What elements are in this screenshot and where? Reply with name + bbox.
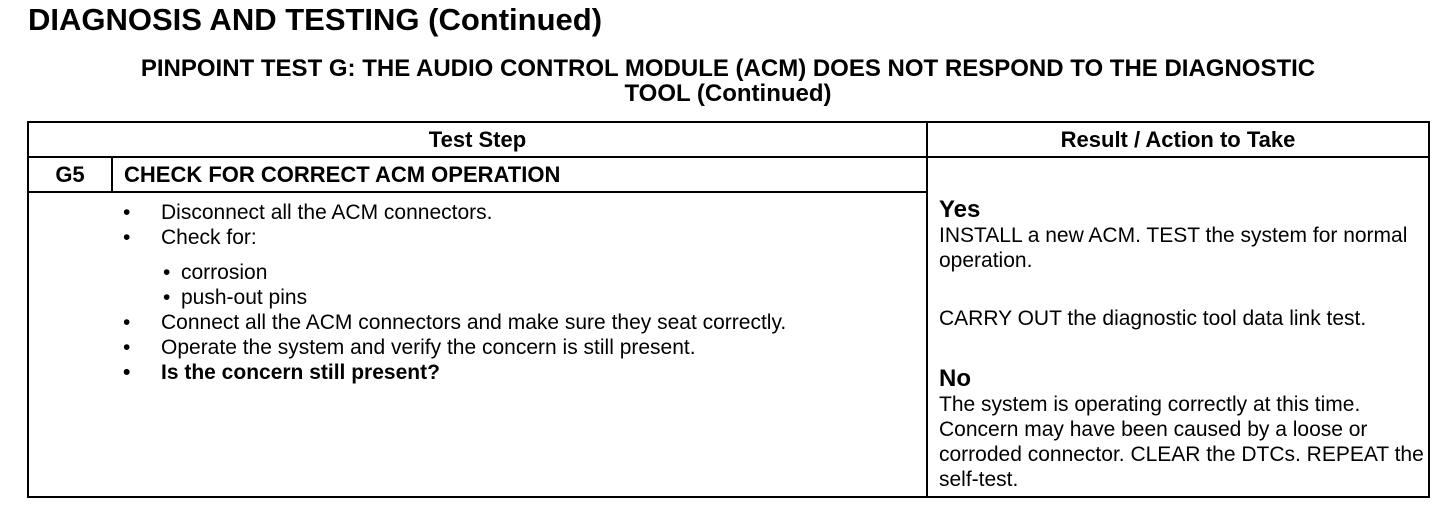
header-result-action: Result / Action to Take (1060, 127, 1296, 152)
yes-action: INSTALL a new ACM. TEST the system for normal operation. (939, 224, 1408, 272)
list-item: • Connect all the ACM connectors and make sure they seat correctly. (123, 311, 787, 334)
step-id: G5 (55, 162, 85, 187)
bullet: • (163, 286, 171, 309)
result-no (939, 366, 1425, 492)
bullet: • (163, 261, 171, 284)
test-step-instructions (123, 200, 903, 385)
result-yes (939, 197, 1425, 273)
check-item: • corrosion (163, 261, 268, 284)
no-action: The system is operating correctly at this time. Concern may have been caused by a loose or corroded connector. CLEAR the DTCs. REPEAT the self-test. (939, 393, 1424, 491)
bullet: • (123, 336, 131, 359)
bullet: • (123, 201, 131, 224)
bullet: • (123, 226, 131, 249)
bullet: • (123, 361, 131, 384)
no-label: No (939, 365, 971, 392)
bullet: • (123, 311, 131, 334)
step-title-divider (29, 191, 926, 193)
pinpoint-test-title (26, 56, 1430, 106)
step-title: CHECK FOR CORRECT ACM OPERATION (124, 162, 561, 187)
list-item: • Disconnect all the ACM connectors. (123, 201, 493, 224)
header-test-step: Test Step (428, 127, 527, 152)
yes-label: Yes (939, 196, 981, 223)
alt-action: CARRY OUT the diagnostic tool data link test. (939, 307, 1367, 330)
pinpoint-test-title-line1: PINPOINT TEST G: THE AUDIO CONTROL MODULE (ACM) DOES NOT RESPOND TO THE DIAGNOSTIC (140, 55, 1316, 82)
pinpoint-test-table (27, 121, 1430, 498)
list-item: • Operate the system and verify the concern is still present. (123, 336, 696, 359)
column-divider (926, 123, 928, 496)
list-item: • Is the concern still present? (123, 361, 440, 384)
page-title: DIAGNOSIS AND TESTING (Continued) (28, 2, 603, 37)
pinpoint-test-title-line2: TOOL (Continued) (624, 80, 832, 107)
step-id-divider (111, 158, 113, 191)
check-item: • push-out pins (163, 286, 308, 309)
list-item: • Check for: (123, 226, 257, 249)
result-alt (939, 306, 1425, 331)
